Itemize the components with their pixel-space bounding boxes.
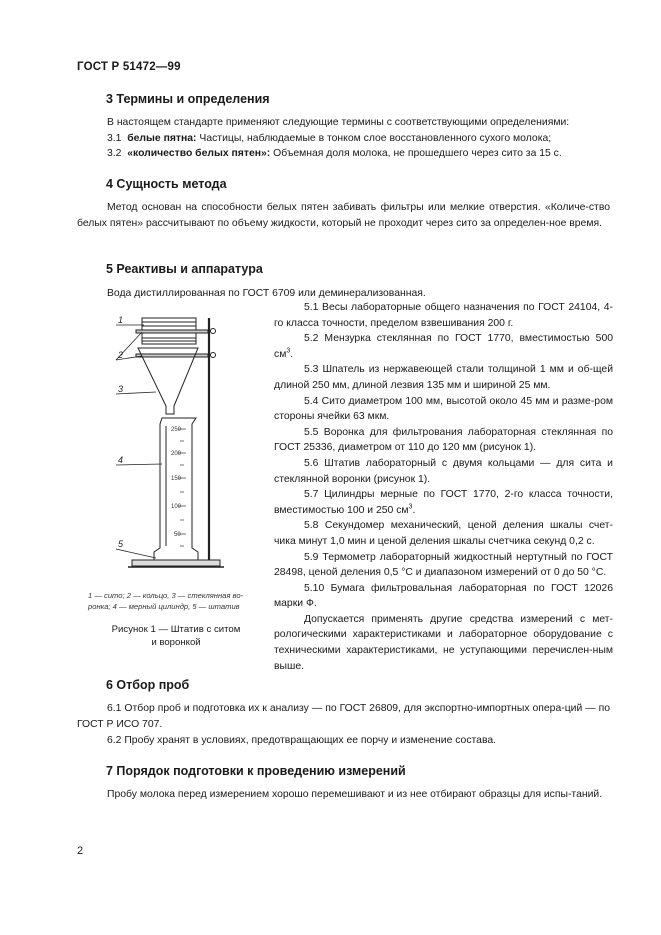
definition-3-1-text: Частицы, наблюдаемые в тонком слое восстановленного сухого молока; [199,133,552,144]
section-4-text: Метод основан на способности белых пятен забивать фильтры или мелкие отверстия. «Количе-ство белых пятен» рассчитывают по объему жидкости, который не проходит через сито за определен-ное время. [77,202,610,229]
scale-label-150: 150 [171,476,182,482]
section-5-intro: Вода дистиллированная по ГОСТ 6709 или деминерализованная. [107,288,426,299]
section-5-title: 5 Реактивы и аппаратура [106,262,263,276]
figure-label-1: 1 [118,315,124,325]
document-code: ГОСТ Р 51472—99 [77,61,181,73]
figure-1-title-line-1: Рисунок 1 — Штатив с ситом [111,624,241,635]
page-number: 2 [77,845,84,857]
apparatus-list [274,300,613,674]
section-5-note: Допускается применять другие средства измерений с мет-рологическими характеристиками и лабораторное оборудование с техническими характеристиками, не уступающими перечислен-ным выше. [274,613,613,672]
item-5-5: 5.5 Воронка для фильтрования лабораторная стеклянная по ГОСТ 25336, диаметром от 110 до 120 мм (рисунок 1). [274,426,613,454]
item-5-3: 5.3 Шпатель из нержавеющей стали толщиной 1 мм и об-щей длиной 250 мм, длиной лезвия 135 мм и шириной 25 мм. [274,364,613,391]
item-5-2-sup: 3 [286,347,291,355]
section-6-paragraph-2: 6.2 Пробу хранят в условиях, предотвращающих ее порчу и изменение состава. [107,735,497,746]
figure-1-title-line-2: и воронкой [151,637,201,648]
item-5-4: 5.4 Сито диаметром 100 мм, высотой около 45 мм и разме-ром стороны ячейки 63 мкм. [274,395,613,423]
stand-base [132,560,220,566]
figure-1-drawing [112,308,262,578]
item-5-6: 5.6 Штатив лабораторный с двумя кольцами — для сита и стеклянной воронки (рисунок 1). [274,457,613,485]
item-5-1: 5.1 Весы лабораторные общего назначения по ГОСТ 24104, 4-го класса точности, пределом взвешивания 200 г. [274,302,613,329]
figure-label-5: 5 [118,539,124,549]
item-5-7-sup: 3 [408,503,413,511]
figure-1-legend-line-1: 1 — сито; 2 — кольцо, 3 — стеклянная во- [88,591,244,600]
figure-label-4: 4 [118,455,124,465]
scale-label-100: 100 [171,504,182,510]
item-5-7 [274,487,613,518]
section-3-intro: В настоящем стандарте применяют следующие термины с соответствующими определениями: [107,117,570,128]
figure-1-title [88,623,264,649]
item-5-2-end: . [290,348,294,360]
item-5-2-text: 5.2 Мензурка стеклянная по ГОСТ 1770, вместимостью 500 см [274,333,613,360]
definition-3-2-term: «количество белых пятен»: [127,148,271,159]
item-5-7-text: 5.7 Цилиндры мерные по ГОСТ 1770, 2-го класса точности, вместимостью 100 и 250 см [274,489,613,516]
definition-3-2-number: 3.2 [107,148,122,159]
section-7-text: Пробу молока перед измерением хорошо перемешивают и из нее отбирают образцы для испы-таний. [107,789,603,800]
measuring-cylinder [154,418,198,560]
item-5-9: 5.9 Термометр лабораторный жидкостный нертутный по ГОСТ 28498, ценой деления 0,5 °С и диапазоном измерений от 0 до 50 °С. [274,551,613,579]
scale-label-250: 250 [171,427,182,433]
funnel [138,348,198,414]
item-5-7-end: . [412,504,416,516]
definition-3-1 [107,131,551,147]
scale-label-50: 50 [174,532,181,538]
section-4-title: 4 Сущность метода [106,177,227,191]
item-5-8: 5.8 Секундомер механический, ценой деления шкалы счет-чика минут 1,0 мин и ценой деления шкалы счетчика секунд 0,2 с. [274,520,613,547]
figure-1-legend-line-2: ронка; 4 — мерный цилиндр, 5 — штатив [88,602,240,611]
section-6-paragraph-1: 6.1 Отбор проб и подготовка их к анализу — по ГОСТ 26809, для экспортно-импортных опера-ций — по ГОСТ Р ИСО 707. [77,703,610,730]
definition-3-1-number: 3.1 [107,133,122,144]
figure-label-2: 2 [118,350,124,360]
item-5-10: 5.10 Бумага фильтровальная лабораторная по ГОСТ 12026 марки Ф. [274,582,613,610]
section-7-title: 7 Порядок подготовки к проведению измерений [106,764,406,778]
scale-label-200: 200 [171,451,182,457]
section-6-title: 6 Отбор проб [106,678,190,692]
definition-3-2 [107,146,562,162]
section-3-title: 3 Термины и определения [106,92,270,106]
item-5-2 [274,331,613,362]
definition-3-1-term: белые пятна: [127,133,197,144]
definition-3-2-text: Объемная доля молока, не прошедшего через сито за 15 с. [273,148,562,159]
figure-label-3: 3 [118,384,124,394]
